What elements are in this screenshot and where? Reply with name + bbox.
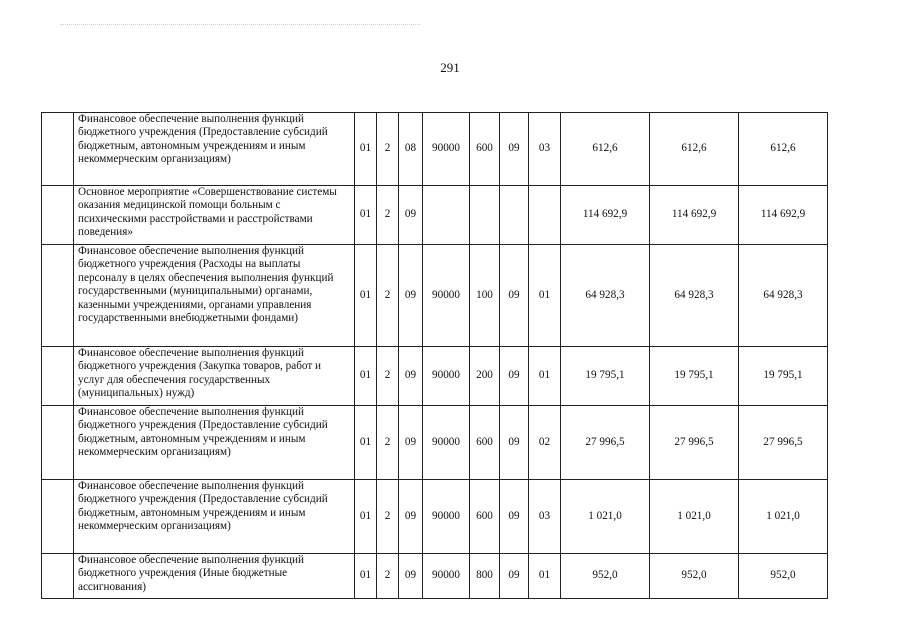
value-cell: 19 795,1: [561, 347, 650, 406]
empty-cell: [42, 347, 74, 406]
value-cell: 612,6: [739, 113, 828, 186]
code-cell: 90000: [423, 347, 470, 406]
code-cell: 09: [399, 480, 423, 554]
value-cell: 27 996,5: [650, 406, 739, 480]
scan-artifact-line: [60, 24, 420, 25]
code-cell: 2: [377, 406, 399, 480]
code-cell: [423, 186, 470, 245]
code-cell: 01: [355, 186, 377, 245]
value-cell: 64 928,3: [739, 245, 828, 347]
empty-cell: [42, 480, 74, 554]
table-row: [42, 186, 828, 245]
code-cell: 2: [377, 554, 399, 599]
code-cell: 01: [355, 406, 377, 480]
code-cell: 600: [470, 406, 500, 480]
empty-cell: [42, 245, 74, 347]
code-cell: 01: [355, 347, 377, 406]
value-cell: 27 996,5: [561, 406, 650, 480]
table-row: [42, 347, 828, 406]
table-row: [42, 554, 828, 599]
code-cell: 01: [355, 113, 377, 186]
code-cell: 09: [399, 554, 423, 599]
row-name: Финансовое обеспечение выполнения функций бюджетного учреждения (Предоставление субсидий бюджетным, автономным учреждениям и иным некоммерческим организациям): [74, 406, 355, 480]
value-cell: 952,0: [739, 554, 828, 599]
empty-cell: [42, 406, 74, 480]
row-name: Финансовое обеспечение выполнения функций бюджетного учреждения (Предоставление субсидий бюджетным, автономным учреждениям и иным некоммерческим организациям): [74, 113, 355, 186]
code-cell: 01: [355, 554, 377, 599]
code-cell: 01: [355, 245, 377, 347]
code-cell: 600: [470, 113, 500, 186]
value-cell: 1 021,0: [739, 480, 828, 554]
budget-table: [41, 112, 828, 599]
code-cell: 09: [500, 113, 529, 186]
value-cell: 19 795,1: [650, 347, 739, 406]
code-cell: 600: [470, 480, 500, 554]
code-cell: 09: [399, 186, 423, 245]
value-cell: 27 996,5: [739, 406, 828, 480]
code-cell: 09: [500, 347, 529, 406]
row-name: Финансовое обеспечение выполнения функций бюджетного учреждения (Предоставление субсидий бюджетным, автономным учреждениям и иным некоммерческим организациям): [74, 480, 355, 554]
value-cell: 114 692,9: [561, 186, 650, 245]
code-cell: 01: [529, 245, 561, 347]
code-cell: 01: [355, 480, 377, 554]
value-cell: 952,0: [561, 554, 650, 599]
code-cell: 2: [377, 347, 399, 406]
table-row: [42, 113, 828, 186]
code-cell: 09: [399, 245, 423, 347]
value-cell: 19 795,1: [739, 347, 828, 406]
value-cell: 952,0: [650, 554, 739, 599]
table-row: [42, 406, 828, 480]
code-cell: 2: [377, 245, 399, 347]
code-cell: [529, 186, 561, 245]
code-cell: 100: [470, 245, 500, 347]
code-cell: 09: [500, 480, 529, 554]
empty-cell: [42, 113, 74, 186]
code-cell: 01: [529, 347, 561, 406]
code-cell: 90000: [423, 113, 470, 186]
row-name: Основное мероприятие «Совершенствование системы оказания медицинской помощи больным с психическими расстройствами и расстройствами поведения»: [74, 186, 355, 245]
code-cell: 03: [529, 113, 561, 186]
code-cell: 90000: [423, 480, 470, 554]
code-cell: 90000: [423, 554, 470, 599]
code-cell: 03: [529, 480, 561, 554]
code-cell: [500, 186, 529, 245]
code-cell: 08: [399, 113, 423, 186]
code-cell: 90000: [423, 245, 470, 347]
table-row: [42, 245, 828, 347]
code-cell: [470, 186, 500, 245]
value-cell: 1 021,0: [561, 480, 650, 554]
code-cell: 2: [377, 113, 399, 186]
code-cell: 09: [500, 554, 529, 599]
row-name: Финансовое обеспечение выполнения функций бюджетного учреждения (Иные бюджетные ассигнования): [74, 554, 355, 599]
empty-cell: [42, 186, 74, 245]
page-number: 291: [440, 60, 460, 75]
empty-cell: [42, 554, 74, 599]
value-cell: 114 692,9: [739, 186, 828, 245]
code-cell: 2: [377, 480, 399, 554]
code-cell: 2: [377, 186, 399, 245]
row-name: Финансовое обеспечение выполнения функций бюджетного учреждения (Закупка товаров, работ и услуг для обеспечения государственных (муниципальных) нужд): [74, 347, 355, 406]
code-cell: 800: [470, 554, 500, 599]
code-cell: 02: [529, 406, 561, 480]
code-cell: 09: [399, 406, 423, 480]
value-cell: 114 692,9: [650, 186, 739, 245]
code-cell: 200: [470, 347, 500, 406]
code-cell: 90000: [423, 406, 470, 480]
code-cell: 01: [529, 554, 561, 599]
table-row: [42, 480, 828, 554]
value-cell: 612,6: [561, 113, 650, 186]
row-name: Финансовое обеспечение выполнения функций бюджетного учреждения (Расходы на выплаты персоналу в целях обеспечения выполнения функций государственными (муниципальными) органами, казенными учреждениями, органами управления государственными внебюджетными фондами): [74, 245, 355, 347]
code-cell: 09: [500, 406, 529, 480]
value-cell: 1 021,0: [650, 480, 739, 554]
value-cell: 612,6: [650, 113, 739, 186]
value-cell: 64 928,3: [650, 245, 739, 347]
value-cell: 64 928,3: [561, 245, 650, 347]
code-cell: 09: [500, 245, 529, 347]
code-cell: 09: [399, 347, 423, 406]
